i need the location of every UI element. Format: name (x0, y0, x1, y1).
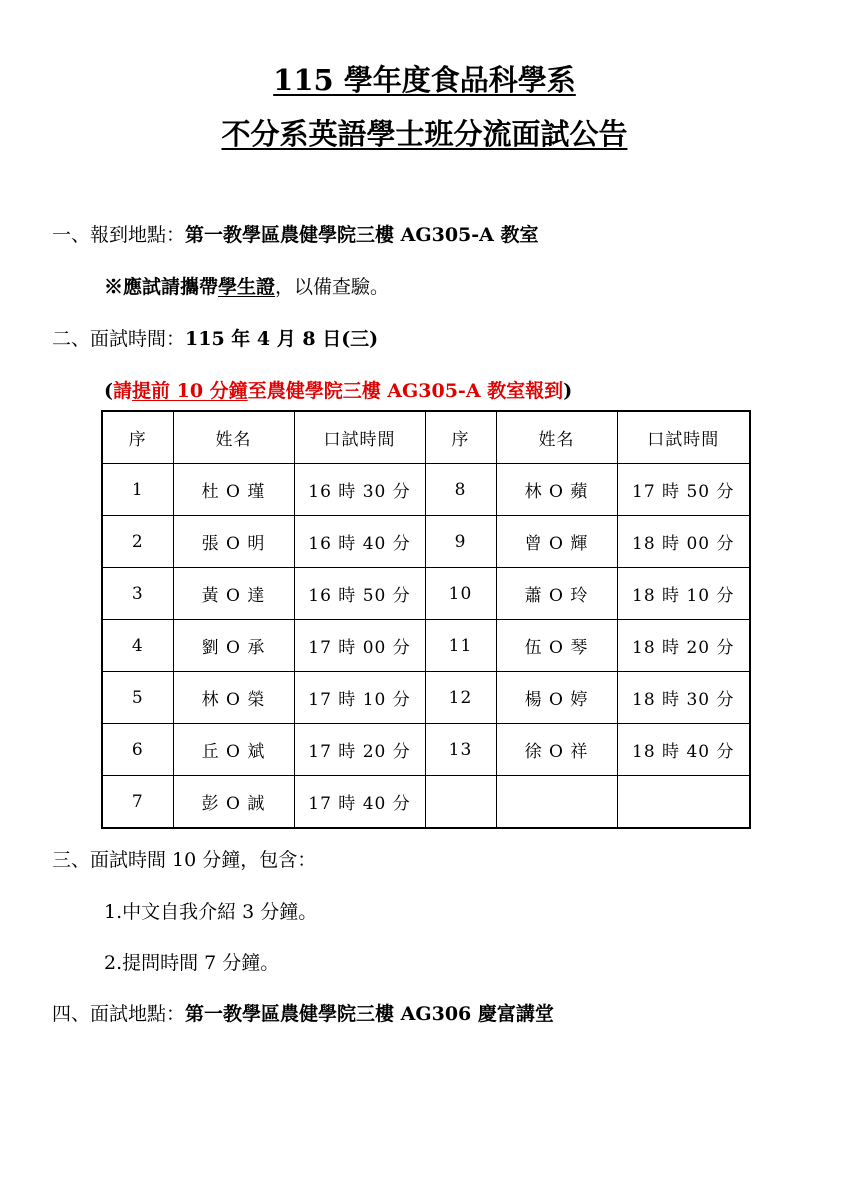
title-line-2: 不分系英語學士班分流面試公告 (221, 117, 628, 151)
cell-name: 杜 O 瑾 (173, 464, 294, 516)
header-name: 姓名 (173, 411, 294, 464)
cell-time: 18 時 30 分 (617, 672, 750, 724)
header-seq: 序 (425, 411, 496, 464)
note-student-id: 學生證 (218, 276, 276, 298)
cell-name: 蕭 O 玲 (496, 568, 617, 620)
cell-name: 楊 O 婷 (496, 672, 617, 724)
cell-seq: 10 (425, 568, 496, 620)
cell-time: 17 時 50 分 (617, 464, 750, 516)
cell-seq: 9 (425, 516, 496, 568)
cell-name: 徐 O 祥 (496, 724, 617, 776)
cell-seq: 8 (425, 464, 496, 516)
note-prefix: ※應試請攜帶 (104, 276, 219, 298)
cell-time: 18 時 10 分 (617, 568, 750, 620)
section-2 (52, 324, 378, 351)
cell-name: 彭 O 誠 (173, 776, 294, 829)
section-2-value: 115 年 4 月 8 日(三) (185, 328, 379, 350)
table-row (102, 464, 750, 516)
note-suffix: ，以備查驗。 (275, 276, 390, 298)
cell-name: 劉 O 承 (173, 620, 294, 672)
cell-seq: 1 (102, 464, 173, 516)
cell-seq: 11 (425, 620, 496, 672)
cell-name: 林 O 榮 (173, 672, 294, 724)
cell-seq: 5 (102, 672, 173, 724)
cell-time: 17 時 20 分 (294, 724, 425, 776)
section-2-label: 二、面試時間： (52, 328, 186, 350)
header-time: 口試時間 (617, 411, 750, 464)
section-1 (52, 220, 539, 247)
header-time: 口試時間 (294, 411, 425, 464)
cell-time: 17 時 40 分 (294, 776, 425, 829)
cell-seq: 3 (102, 568, 173, 620)
table-row (102, 672, 750, 724)
section-4-label: 四、面試地點： (52, 1003, 186, 1025)
section-3: 三、面試時間 10 分鐘，包含： (52, 849, 317, 871)
section-3-item-2: 2.提問時間 7 分鐘。 (104, 952, 280, 974)
cell-time: 16 時 50 分 (294, 568, 425, 620)
section-4 (52, 999, 554, 1026)
table-row (102, 620, 750, 672)
cell-name: 張 O 明 (173, 516, 294, 568)
cell-time: 17 時 10 分 (294, 672, 425, 724)
table-header-row (102, 411, 750, 464)
title-line-1: 115 學年度食品科學系 (273, 63, 576, 97)
section-2-notice (104, 376, 572, 403)
cell-name: 黃 O 達 (173, 568, 294, 620)
cell-time: 18 時 00 分 (617, 516, 750, 568)
cell-seq: 12 (425, 672, 496, 724)
cell-seq: 2 (102, 516, 173, 568)
cell-time: 18 時 40 分 (617, 724, 750, 776)
notice-open: ( (104, 380, 113, 402)
section-1-label: 一、報到地點： (52, 224, 186, 246)
cell-name: 曾 O 輝 (496, 516, 617, 568)
cell-seq: 13 (425, 724, 496, 776)
cell-name: 丘 O 斌 (173, 724, 294, 776)
section-1-value: 第一教學區農健學院三樓 AG305-A 教室 (185, 224, 539, 246)
cell-seq: 4 (102, 620, 173, 672)
cell-time: 17 時 00 分 (294, 620, 425, 672)
table-row (102, 516, 750, 568)
section-1-note (104, 272, 389, 299)
cell-name (496, 776, 617, 829)
header-name: 姓名 (496, 411, 617, 464)
notice-close: ) (563, 380, 573, 402)
cell-time (617, 776, 750, 829)
section-3-item-1: 1.中文自我介紹 3 分鐘。 (104, 901, 318, 923)
section-4-value: 第一教學區農健學院三樓 AG306 慶富講堂 (185, 1003, 554, 1025)
table-row (102, 776, 750, 829)
notice-part-3: 至農健學院三樓 AG305-A 教室報到 (247, 380, 564, 402)
schedule-table (101, 410, 751, 829)
table-row (102, 568, 750, 620)
table-row (102, 724, 750, 776)
cell-seq: 7 (102, 776, 173, 829)
notice-part-1: 請 (113, 380, 133, 402)
cell-time: 16 時 40 分 (294, 516, 425, 568)
cell-name: 林 O 蘋 (496, 464, 617, 516)
cell-name: 伍 O 琴 (496, 620, 617, 672)
header-seq: 序 (102, 411, 173, 464)
cell-seq (425, 776, 496, 829)
cell-time: 16 時 30 分 (294, 464, 425, 516)
cell-seq: 6 (102, 724, 173, 776)
cell-time: 18 時 20 分 (617, 620, 750, 672)
notice-part-2: 提前 10 分鐘 (132, 380, 248, 402)
